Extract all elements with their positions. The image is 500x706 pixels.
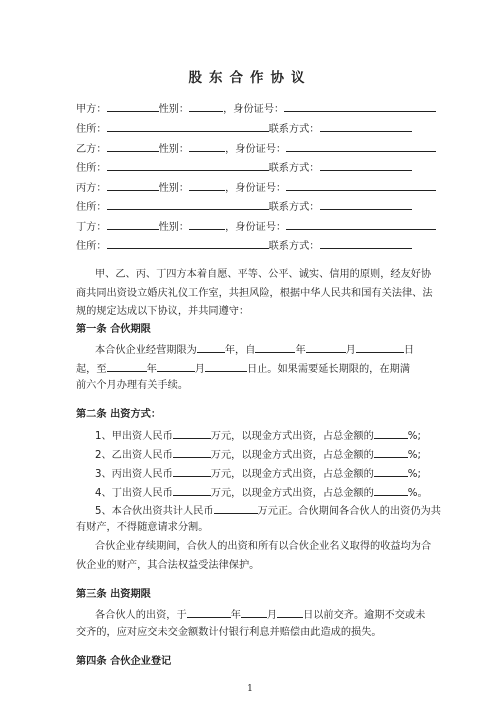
contact-blank <box>320 121 412 132</box>
text: %; <box>407 450 421 461</box>
blank <box>241 607 267 618</box>
address-blank <box>107 160 269 171</box>
text: 日以前交齐。逾期不交或未 <box>303 610 426 621</box>
text: 3、丙出资人民币 <box>95 469 173 480</box>
gender-blank <box>189 219 225 230</box>
blank <box>374 466 408 477</box>
id-label: ，身份证号： <box>225 222 287 233</box>
contribution-item-3 <box>76 466 421 482</box>
party-jia-address-row <box>76 121 412 137</box>
party-bing-row <box>76 180 436 196</box>
article-2-para-2-line-2: 伙企业的财产，其合法权益受法律保护。 <box>76 560 260 571</box>
text: 万元正。合伙期间各合伙人的出资仍为共 <box>257 506 441 517</box>
text: 5、本合伙出资共计人民币 <box>95 506 214 517</box>
article-3-heading: 第三条 出资期限 <box>76 589 151 600</box>
gender-blank <box>189 180 225 191</box>
gender-blank <box>189 141 225 152</box>
text: 1、甲出资人民币 <box>95 431 173 442</box>
text: %; <box>407 431 421 442</box>
id-label: ，身份证号： <box>225 183 287 194</box>
text: 万元，以现金方式出资，占总金额的 <box>210 469 374 480</box>
blank <box>187 607 231 618</box>
party-yi-name-blank <box>107 141 159 152</box>
blank <box>255 342 295 353</box>
text: 年，自 <box>224 345 256 356</box>
party-yi-address-row <box>76 160 412 176</box>
party-bing-name-blank <box>107 180 159 191</box>
text: 年 <box>146 364 157 375</box>
party-jia-name-blank <box>107 101 159 112</box>
contact-blank <box>320 238 412 249</box>
id-label: ，身份证号： <box>225 144 287 155</box>
address-label: 住所： <box>76 241 107 252</box>
text: 万元，以现金方式出资，占总金额的 <box>210 488 374 499</box>
address-label: 住所： <box>76 163 107 174</box>
party-bing-address-row <box>76 199 412 215</box>
intro-line-3: 规的规定达成以下协议，并共同遵守： <box>76 306 250 317</box>
blank <box>374 485 408 496</box>
text: 2、乙出资人民币 <box>95 450 173 461</box>
blank <box>277 607 303 618</box>
article-2-para-2-line-1: 合伙企业存续期间，合伙人的出资和所有以合伙企业名义取得的收益均为合 <box>95 541 432 552</box>
party-ding-row <box>76 219 436 235</box>
contact-blank <box>320 199 412 210</box>
article-1-line-3: 前六个月办理有关手续。 <box>76 380 189 391</box>
intro-line-2: 商共同出资设立婚庆礼仪工作室，共担风险，根据中华人民共和国有关法律、法 <box>76 288 433 299</box>
party-ding-address-row <box>76 238 412 254</box>
blank <box>306 342 346 353</box>
id-blank <box>284 101 436 112</box>
contact-blank <box>320 160 412 171</box>
blank <box>173 428 211 439</box>
text: 月 <box>194 364 205 375</box>
id-blank <box>286 219 436 230</box>
blank <box>374 428 408 439</box>
document-title: 股东合作协议 <box>188 70 312 86</box>
contact-label: 联系方式： <box>268 241 320 252</box>
article-1-line-2 <box>76 361 410 377</box>
blank <box>356 342 404 353</box>
text: 万元，以现金方式出资，占总金额的 <box>210 431 374 442</box>
party-ding-label: 丁方： <box>76 222 107 233</box>
address-label: 住所： <box>76 124 107 135</box>
article-1-heading: 第一条 合伙期限 <box>76 324 151 335</box>
party-ding-name-blank <box>107 219 159 230</box>
address-blank <box>107 121 269 132</box>
article-1-line-1 <box>76 342 414 358</box>
text: 月 <box>266 610 278 621</box>
blank <box>214 503 258 514</box>
gender-label: 性别： <box>158 183 190 194</box>
blank <box>173 466 211 477</box>
gender-blank <box>189 101 223 112</box>
text: %。 <box>407 488 428 499</box>
article-3-line-2: 交齐的，应对应交未交金额数计付银行利息并赔偿由此造成的损失。 <box>76 627 382 638</box>
contact-label: 联系方式： <box>268 163 320 174</box>
contact-label: 联系方式： <box>268 202 320 213</box>
contribution-item-4 <box>76 485 428 501</box>
blank <box>205 361 247 372</box>
gender-label: 性别： <box>158 144 190 155</box>
party-jia-label: 甲方： <box>76 104 107 115</box>
blank <box>157 361 195 372</box>
contact-label: 联系方式： <box>268 124 320 135</box>
text: 各合伙人的出资，于 <box>95 610 187 621</box>
id-blank <box>286 180 436 191</box>
contribution-total-cont: 有财产，不得随意请求分割。 <box>76 522 209 533</box>
contribution-item-2 <box>76 447 421 463</box>
id-label: ，身份证号： <box>223 104 285 115</box>
text: 起，至 <box>76 364 107 375</box>
blank <box>173 447 211 458</box>
blank <box>374 447 408 458</box>
address-blank <box>107 238 269 249</box>
text: %; <box>407 469 421 480</box>
text: 4、丁出资人民币 <box>95 488 173 499</box>
party-jia-row <box>76 101 436 117</box>
text: 年 <box>295 345 306 356</box>
article-4-heading: 第四条 合伙企业登记 <box>76 656 172 667</box>
gender-label: 性别： <box>158 104 190 115</box>
address-label: 住所： <box>76 202 107 213</box>
contribution-total <box>76 503 441 519</box>
text: 万元，以现金方式出资，占总金额的 <box>210 450 374 461</box>
id-blank <box>286 141 436 152</box>
address-blank <box>107 199 269 210</box>
blank <box>173 485 211 496</box>
page-number: 1 <box>247 684 253 694</box>
blank <box>107 361 147 372</box>
article-3-line-1 <box>76 607 425 623</box>
text: 日止。如果需要延长期限的，在期满 <box>246 364 410 375</box>
article-2-heading: 第二条 出资方式： <box>76 409 162 420</box>
text: 年 <box>230 610 241 621</box>
party-yi-row <box>76 141 436 157</box>
gender-label: 性别： <box>158 222 190 233</box>
party-yi-label: 乙方： <box>76 144 107 155</box>
text: 本合伙企业经营期限为 <box>95 345 197 356</box>
intro-line-1: 甲、乙、丙、丁四方本着自愿、平等、公平、诚实、信用的原则，经友好协 <box>95 269 432 280</box>
party-bing-label: 丙方： <box>76 183 107 194</box>
text: 日 <box>403 345 414 356</box>
text: 月 <box>345 345 356 356</box>
contribution-item-1 <box>76 428 421 444</box>
blank <box>197 342 225 353</box>
